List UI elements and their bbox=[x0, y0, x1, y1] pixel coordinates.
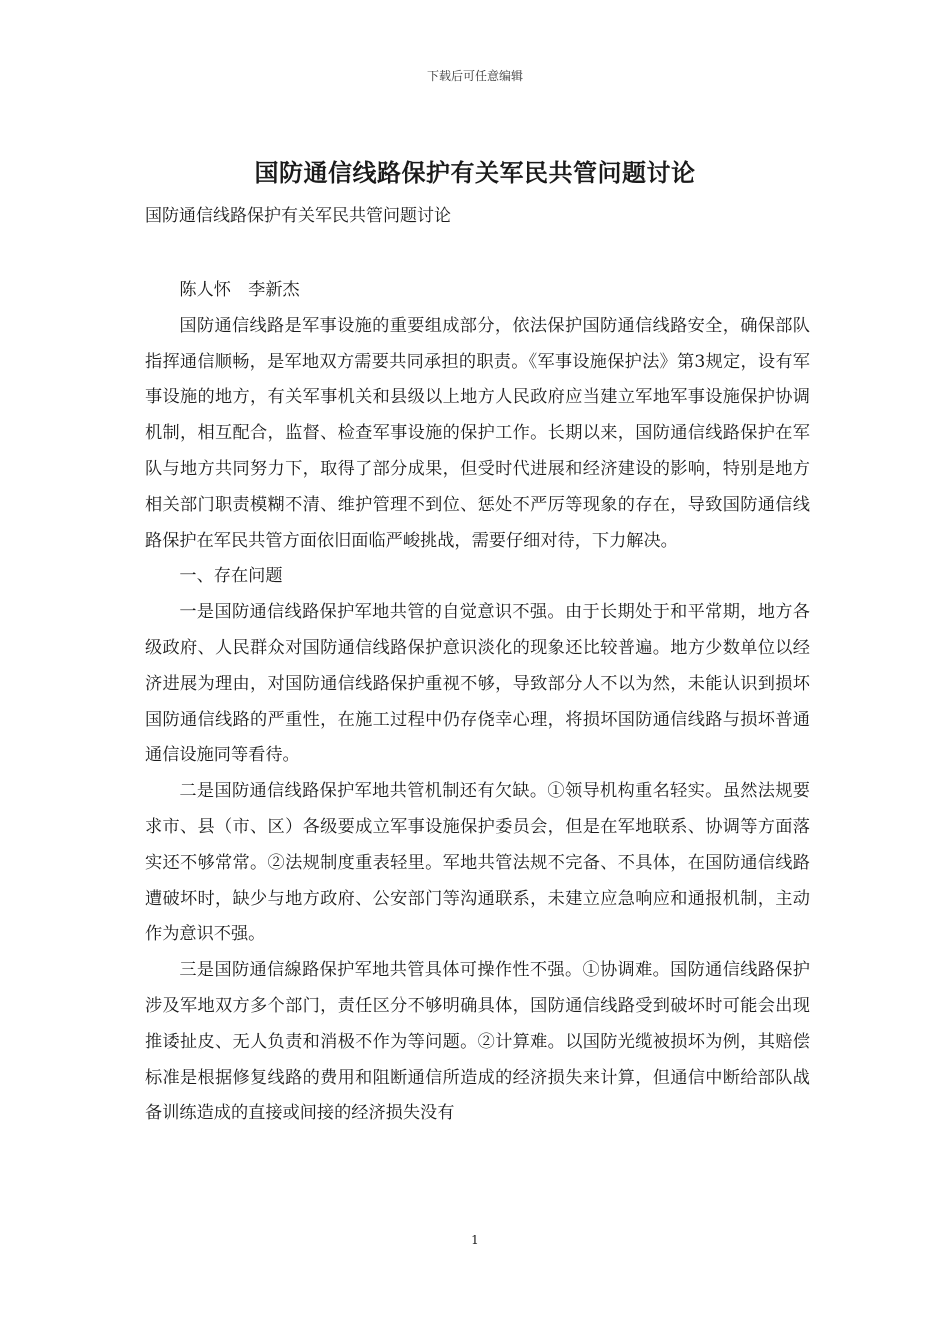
header-note: 下载后可任意编辑 bbox=[426, 69, 523, 83]
paragraph-issue-1: 一是国防通信线路保护军地共管的自觉意识不强。由于长期处于和平常期，地方各级政府、人民群众对国防通信线路保护意识淡化的现象还比较普遍。地方少数单位以经济进展为理由，对国防通信线路保护重视不够，导致部分人不以为然，未能认识到损坏国防通信线路的严重性，在施工过程中仍存侥幸心理，将损坏国防通信线路与损坏普通通信设施同等看待。 bbox=[145, 602, 810, 766]
paragraph-issue-2: 二是国防通信线路保护军地共管机制还有欠缺。①领导机构重名轻实。虽然法规要求市、县（市、区）各级要成立军事设施保护委员会，但是在军地联系、协调等方面落实还不够常常。②法规制度重表轻里。军地共管法规不完备、不具体，在国防通信线路遭破坏时，缺少与地方政府、公安部门等沟通联系，未建立应急响应和通报机制，主动作为意识不强。 bbox=[145, 781, 810, 945]
paragraph-intro: 国防通信线路是军事设施的重要组成部分，依法保护国防通信线路安全，确保部队指挥通信顺畅，是军地双方需要共同承担的职责。《军事设施保护法》第3规定，设有军事设施的地方，有关军事机关和县级以上地方人民政府应当建立军地军事设施保护协调机制，相互配合，监督、检查军事设施的保护工作。长期以来，国防通信线路保护在军队与地方共同努力下，取得了部分成果，但受时代进展和经济建设的影响，特别是地方相关部门职责模糊不清、维护管理不到位、惩处不严厉等现象的存在，导致国防通信线路保护在军民共管方面依旧面临严峻挑战，需要仔细对待，下力解决。 bbox=[145, 315, 810, 551]
author-line: 陈人怀 李新杰 bbox=[179, 280, 300, 300]
section-heading: 一、存在问题 bbox=[179, 566, 283, 587]
document-body bbox=[145, 273, 810, 1132]
document-title: 国防通信线路保护有关军民共管问题讨论 bbox=[254, 158, 696, 187]
page-number: 1 bbox=[471, 1233, 479, 1247]
document-subtitle: 国防通信线路保护有关军民共管问题讨论 bbox=[145, 206, 451, 226]
paragraph-issue-3: 三是国防通信線路保护军地共管具体可操作性不强。①协调难。国防通信线路保护涉及军地双方多个部门，责任区分不够明确具体，国防通信线路受到破坏时可能会出现推诿扯皮、无人负责和消极不作为等问题。②计算难。以国防光缆被损坏为例，其赔偿标准是根据修复线路的费用和阻断通信所造成的经济损失来计算，但通信中断给部队战备训练造成的直接或间接的经济损失没有 bbox=[145, 960, 810, 1124]
